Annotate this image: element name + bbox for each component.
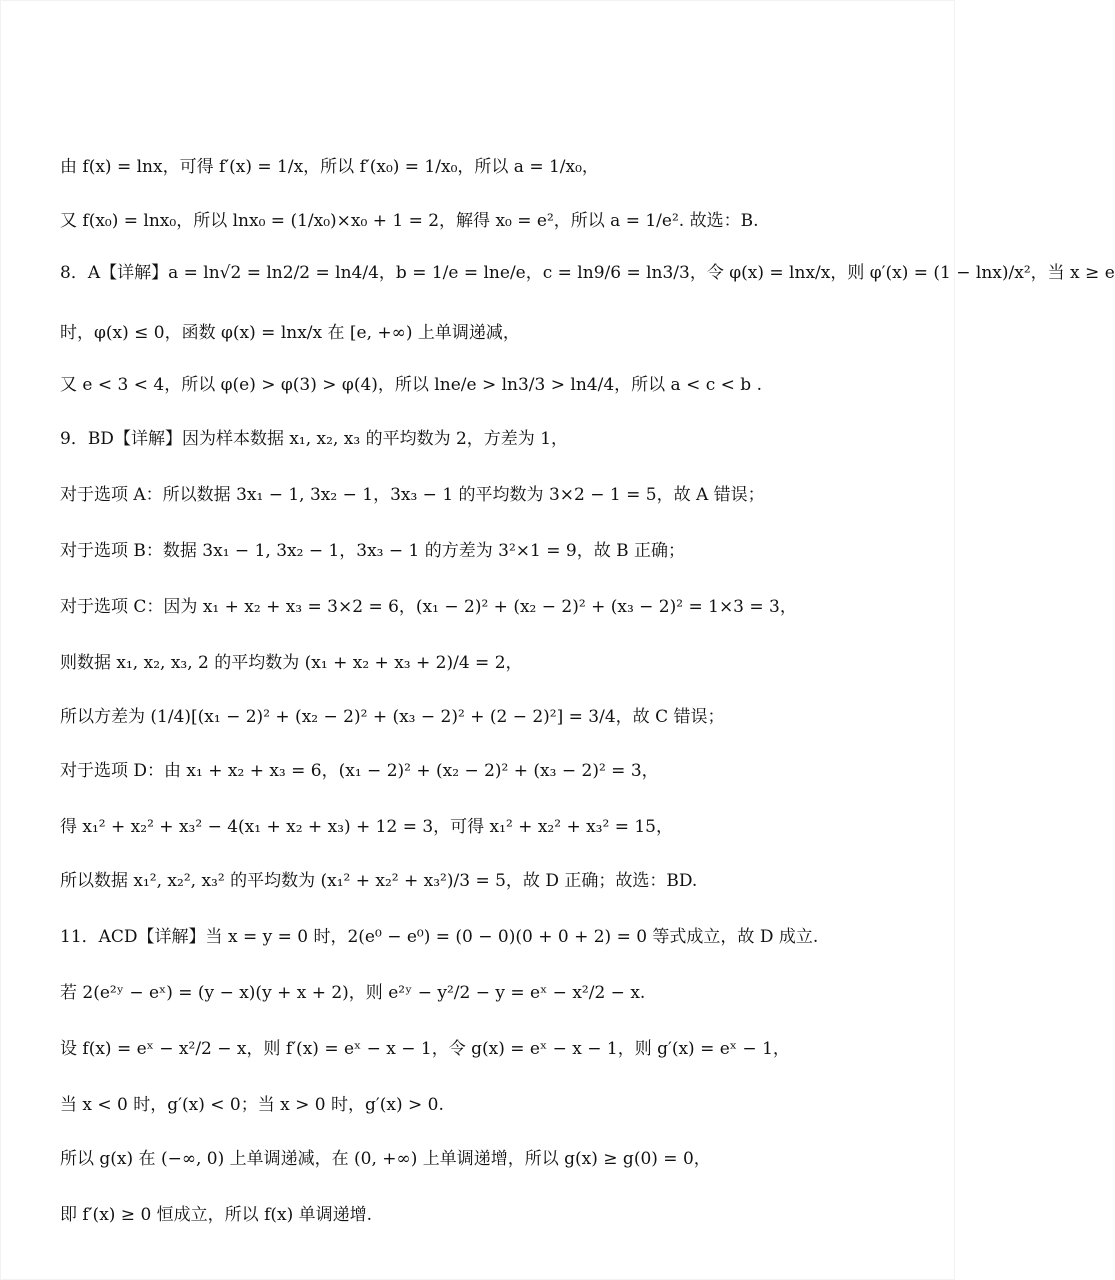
line-text: 11．ACD【详解】当 x = y = 0 时，2(e⁰ − e⁰) = (0 − 0)(0 + 0 + 2) = 0 等式成立，故 D 成立. [60, 927, 819, 947]
line-text: 时，φ(x) ≤ 0，函数 φ(x) = lnx/x 在 [e, +∞) 上单调递减， [60, 323, 520, 343]
line-text: 对于选项 C：因为 x₁ + x₂ + x₃ = 3×2 = 6，(x₁ − 2)² + (x₂ − 2)² + (x₃ − 2)² = 1×3 = 3， [60, 597, 797, 617]
line-text: 8．A【详解】a = ln√2 = ln2/2 = ln4/4，b = 1/e = lne/e，c = ln9/6 = ln3/3，令 φ(x) = lnx/x，则 φ′(x) = (1 − lnx)/x²，当 x ≥ e [60, 263, 1115, 283]
solution-line [60, 1200, 920, 1230]
solution-line [60, 978, 920, 1008]
solution-line [60, 922, 920, 952]
line-text: 所以 g(x) 在 (−∞, 0) 上单调递减，在 (0, +∞) 上单调递增，所以 g(x) ≥ g(0) = 0， [60, 1149, 711, 1169]
solution-line [60, 648, 920, 678]
line-text: 得 x₁² + x₂² + x₃² − 4(x₁ + x₂ + x₃) + 12 = 3，可得 x₁² + x₂² + x₃² = 15， [60, 817, 673, 837]
solution-line [60, 866, 920, 896]
solution-line [60, 318, 920, 348]
line-text: 对于选项 A：所以数据 3x₁ − 1, 3x₂ − 1，3x₃ − 1 的平均数为 3×2 − 1 = 5，故 A 错误； [60, 485, 765, 505]
solution-line [60, 1090, 920, 1120]
line-text: 对于选项 B：数据 3x₁ − 1, 3x₂ − 1，3x₃ − 1 的方差为 3²×1 = 9，故 B 正确； [60, 541, 686, 561]
solution-line [60, 152, 920, 182]
line-text: 若 2(e²ʸ − eˣ) = (y − x)(y + x + 2)，则 e²ʸ − y²/2 − y = eˣ − x²/2 − x. [60, 983, 646, 1003]
solution-line [60, 592, 920, 622]
solution-line [60, 206, 920, 236]
solution-line [60, 756, 920, 786]
solution-line [60, 258, 1115, 288]
line-text: 即 f′(x) ≥ 0 恒成立，所以 f(x) 单调递增. [60, 1205, 373, 1225]
solution-line [60, 370, 920, 400]
line-text: 所以数据 x₁², x₂², x₃² 的平均数为 (x₁² + x₂² + x₃²)/3 = 5，故 D 正确；故选：BD. [60, 871, 698, 891]
solution-line [60, 424, 920, 454]
line-text: 又 e < 3 < 4，所以 φ(e) > φ(3) > φ(4)，所以 lne/e > ln3/3 > ln4/4，所以 a < c < b . [60, 375, 762, 395]
line-text: 又 f(x₀) = lnx₀，所以 lnx₀ = (1/x₀)×x₀ + 1 = 2，解得 x₀ = e²，所以 a = 1/e². 故选：B. [60, 211, 759, 231]
solution-line [60, 702, 920, 732]
solution-line [60, 480, 920, 510]
line-text: 设 f(x) = eˣ − x²/2 − x，则 f′(x) = eˣ − x − 1，令 g(x) = eˣ − x − 1，则 g′(x) = eˣ − 1， [60, 1039, 790, 1059]
line-text: 则数据 x₁, x₂, x₃, 2 的平均数为 (x₁ + x₂ + x₃ + 2)/4 = 2， [60, 653, 523, 673]
solution-line [60, 1144, 920, 1174]
line-text: 当 x < 0 时，g′(x) < 0；当 x > 0 时，g′(x) > 0. [60, 1095, 444, 1115]
line-text: 所以方差为 (1/4)[(x₁ − 2)² + (x₂ − 2)² + (x₃ − 2)² + (2 − 2)²] = 3/4，故 C 错误； [60, 707, 725, 727]
solution-line [60, 536, 920, 566]
line-text: 9．BD【详解】因为样本数据 x₁, x₂, x₃ 的平均数为 2，方差为 1， [60, 429, 569, 449]
solution-line [60, 1034, 920, 1064]
line-text: 由 f(x) = lnx，可得 f′(x) = 1/x，所以 f′(x₀) = 1/x₀，所以 a = 1/x₀， [60, 157, 599, 177]
solution-line [60, 812, 920, 842]
line-text: 对于选项 D：由 x₁ + x₂ + x₃ = 6，(x₁ − 2)² + (x₂ − 2)² + (x₃ − 2)² = 3， [60, 761, 659, 781]
